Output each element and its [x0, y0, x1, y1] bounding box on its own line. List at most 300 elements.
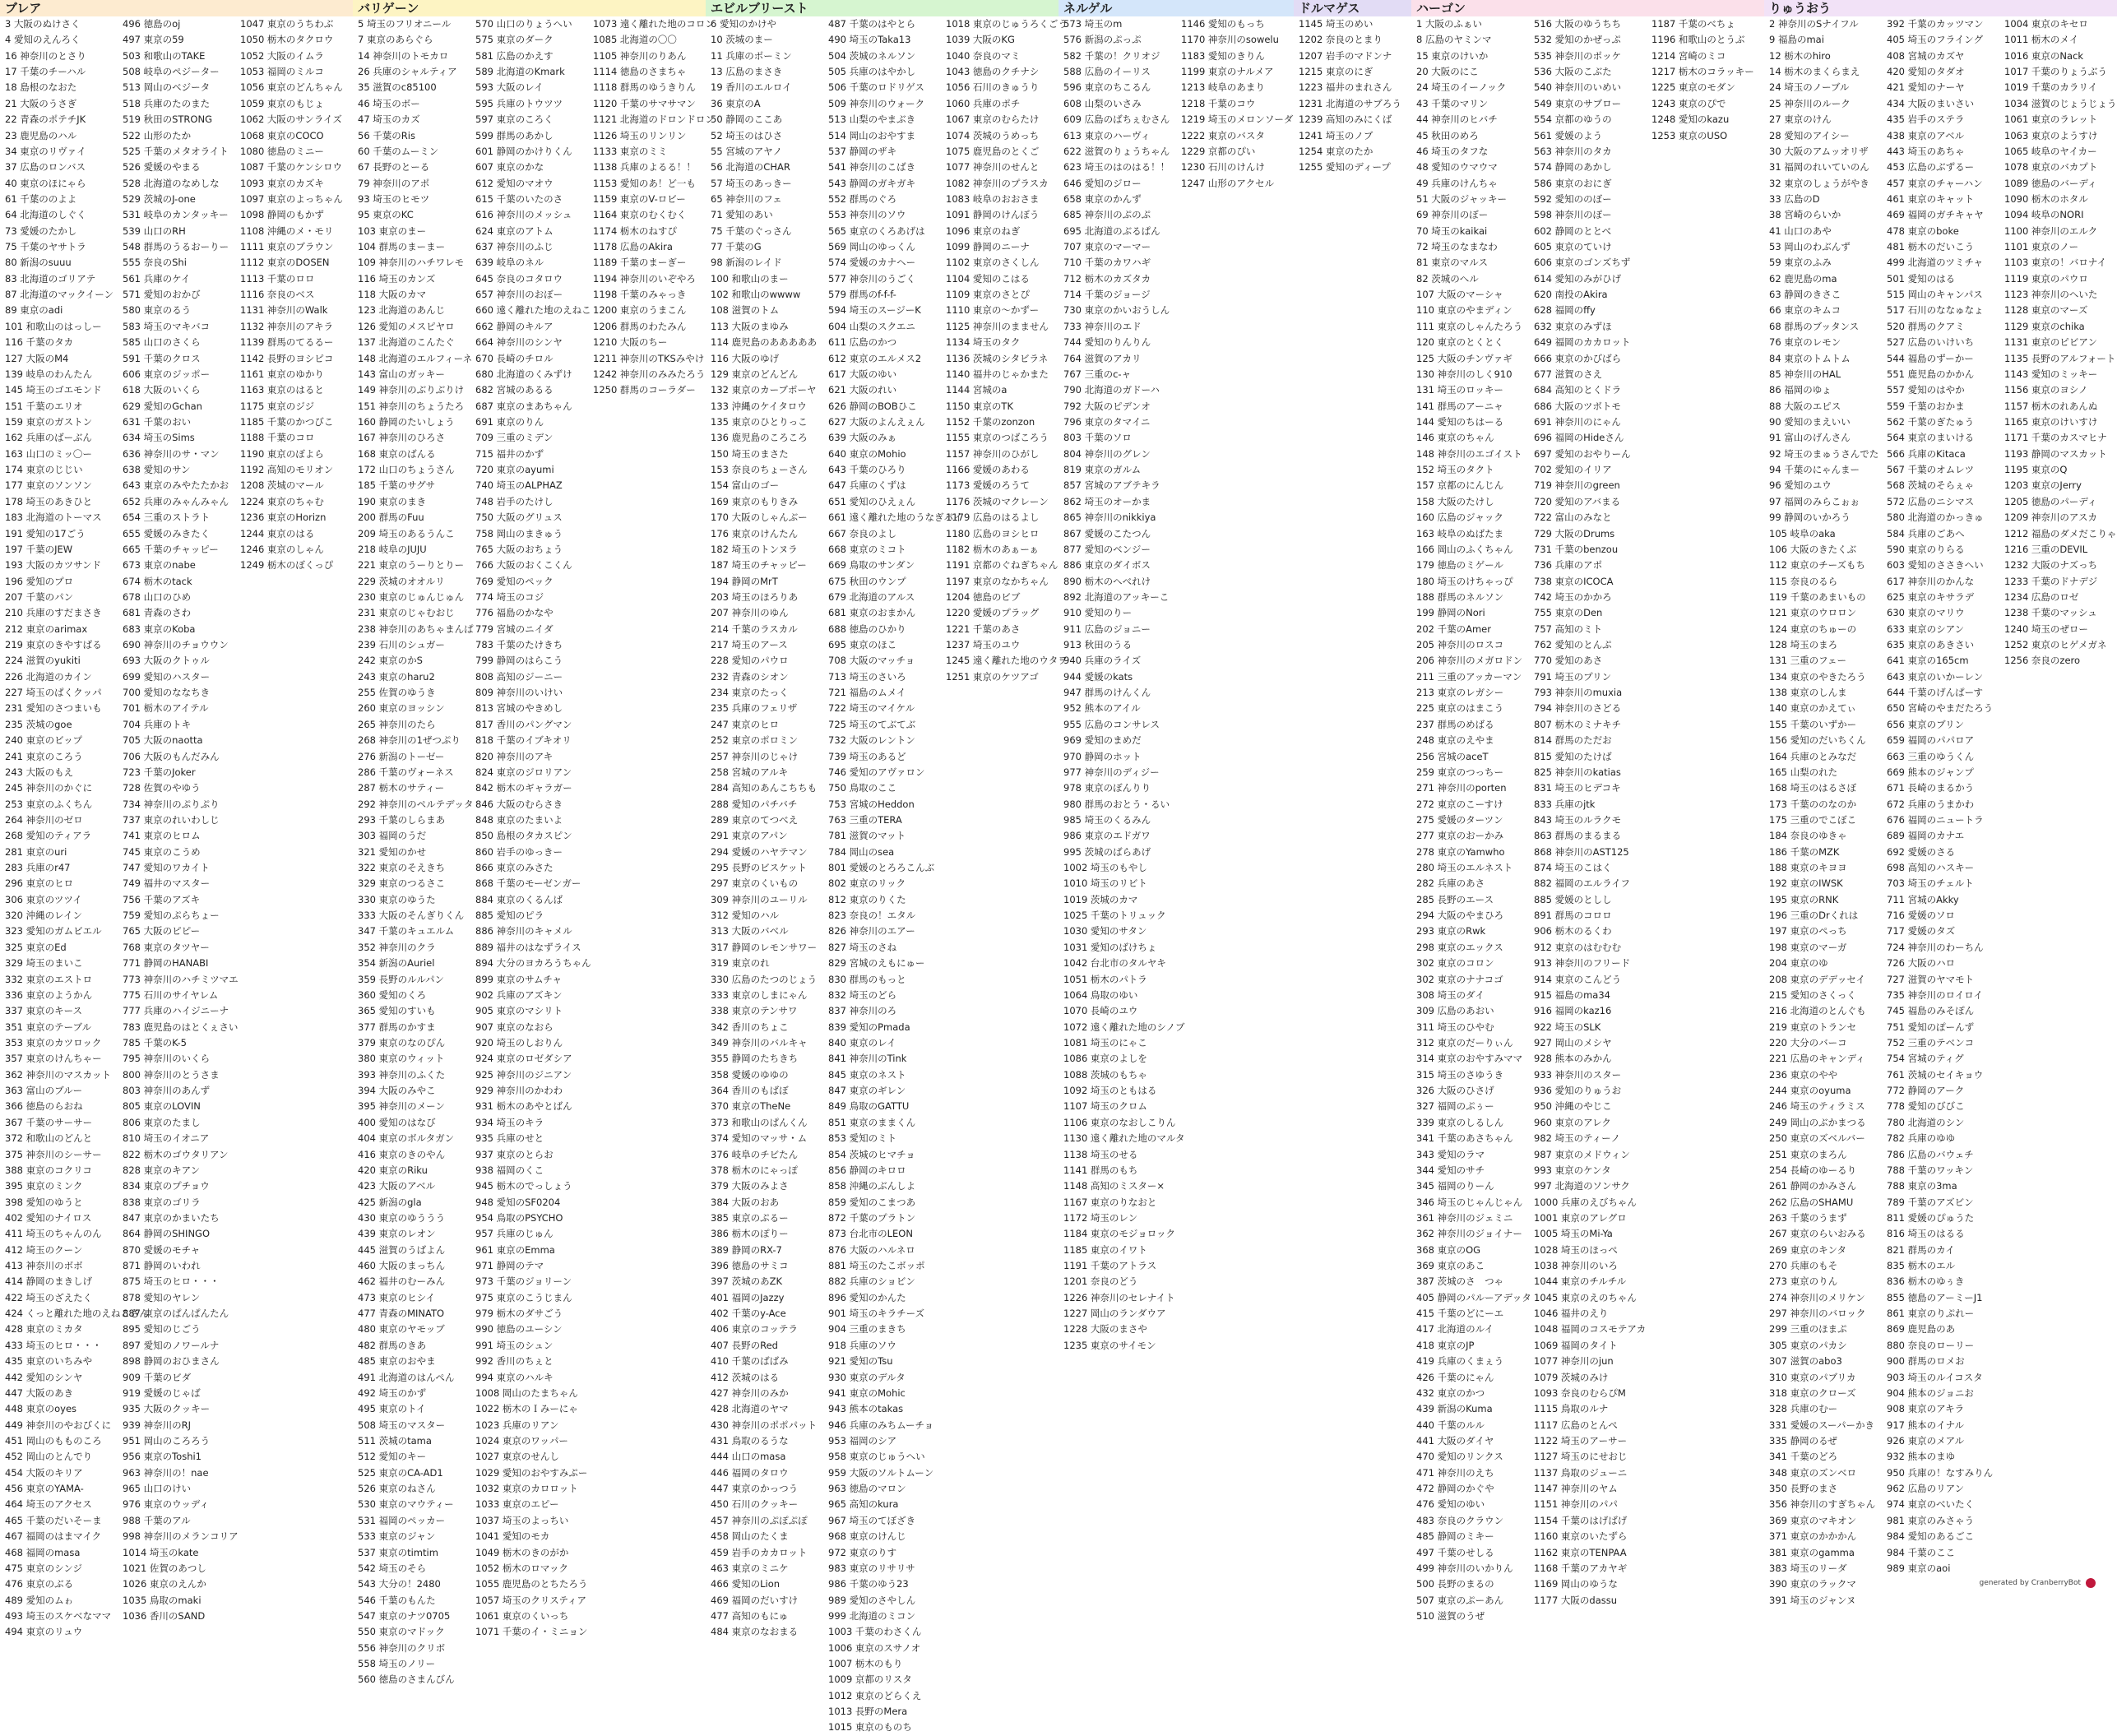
member-entry: 485 静岡のミキー [1416, 1530, 1494, 1543]
member-entry: 881 埼玉のたこボッポ [828, 1260, 925, 1272]
member-entry: 593 大阪のレイ [475, 81, 544, 94]
member-entry: 618 大阪のいくら [123, 384, 201, 396]
member-entry: 1200 東京のうまこん [593, 304, 687, 317]
member-entry: 788 東京の3ma [1887, 1180, 1957, 1192]
member-entry: 294 大阪のやまひろ [1416, 910, 1504, 922]
member-entry: 999 北海道のミコン [828, 1609, 916, 1622]
member-entry: 1150 東京のTK [946, 400, 1013, 412]
member-entry: 944 愛媛のkats [1063, 670, 1133, 683]
member-entry: 531 岐阜のカンタッキー [123, 209, 229, 221]
member-entry: 1205 徳島のパーディ [2004, 495, 2097, 507]
member-entry: 919 愛媛のじゃば [123, 1386, 201, 1399]
member-entry: 258 宮城のアルキ [711, 766, 789, 778]
member-entry: 104 群馬のまーまー [358, 241, 446, 253]
member-entry: 929 神奈川のかわわ [475, 1085, 563, 1097]
member-entry: 733 神奈川のエド [1063, 320, 1142, 332]
member-entry: 826 神奈川のエアー [828, 925, 915, 937]
member-entry: 411 埼玉のちゃんのん [5, 1228, 102, 1240]
member-entry: 1180 広島のヨシヒロ [946, 527, 1040, 539]
member-entry: 504 茨城のネルソン [828, 49, 916, 62]
member-entry: 153 奈良のちょーさん [711, 464, 808, 476]
cranberry-icon [2086, 1578, 2096, 1588]
member-entry: 668 東京のミコト [828, 543, 906, 555]
member-entry: 616 神奈川のメッシュ [475, 209, 572, 221]
member-entry: 1102 東京のさくしん [946, 257, 1040, 269]
member-entry: 1044 東京のチルチル [1534, 1275, 1627, 1288]
member-entry: 1178 広島のAkira [593, 241, 673, 253]
member-entry: 90 愛知のまえいい [1769, 415, 1851, 428]
member-entry: 46 埼玉のボー [358, 97, 420, 109]
member-entry: 312 愛知のハル [711, 910, 780, 922]
member-column [1411, 16, 1529, 1624]
member-entry: 291 東京のアパン [711, 830, 788, 842]
member-entry: 24 埼玉のイーノック [1416, 81, 1507, 94]
member-entry: 1027 東京のせんし [475, 1451, 559, 1463]
member-entry: 886 神奈川のキャメル [475, 925, 572, 937]
member-entry: 978 東京のぼんりり [1063, 782, 1151, 794]
member-entry: 5 埼玉のフリオニール [358, 18, 452, 30]
member-entry: 1160 東京のいたずら [1534, 1530, 1628, 1543]
member-entry: 896 愛知のかんた [828, 1291, 906, 1303]
member-entry: 734 神奈川のぷりぷり [123, 798, 220, 810]
member-entry: 454 大阪のキリア [5, 1466, 83, 1479]
member-entry: 572 広島のニシマス [1887, 495, 1975, 507]
member-entry: 491 北海道のはんぺん [358, 1371, 455, 1383]
member-entry: 435 東京のいちみや [5, 1355, 93, 1368]
member-entry: 955 広島のコンサレス [1063, 718, 1160, 730]
member-entry: 108 滋賀のトム [711, 304, 780, 317]
member-entry: 172 山口のちょうさん [358, 464, 455, 476]
member-entry: 190 東京のまき [358, 495, 427, 507]
member-entry: 838 東京のゴリラ [123, 1196, 201, 1208]
member-entry: 640 東京のMohio [828, 447, 906, 460]
member-entry: 1135 長野のアルフォート [2004, 352, 2116, 364]
member-entry: 592 愛知ののぼー [1534, 192, 1612, 205]
member-entry: 1222 東京のバスタ [1181, 129, 1265, 141]
member-entry: 111 東京のしゃんたろう [1416, 320, 1523, 332]
member-entry: 92 埼玉のまゅうさんでた [1769, 447, 1879, 460]
member-entry: 559 千葉のおかま [1887, 400, 1965, 412]
member-entry: 870 愛媛のモチャ [123, 1243, 201, 1256]
member-entry: 198 東京のマーガ [1769, 941, 1847, 953]
member-entry: 1190 東京のぼよら [240, 447, 324, 460]
member-entry: 420 東京のRiku [358, 1164, 428, 1176]
member-entry: 318 東京のクローズ [1769, 1386, 1856, 1399]
member-entry: 820 神奈川のアキ [475, 750, 554, 762]
member-entry: 845 東京のネスト [828, 1068, 906, 1081]
member-entry: 225 東京のはまこう [1416, 702, 1504, 715]
group-columns [1764, 16, 2117, 1609]
group-columns [0, 16, 353, 1641]
member-entry: 508 岐阜のペジーター [123, 66, 220, 78]
member-entry: 817 香川のパングマン [475, 718, 572, 730]
member-entry: 289 東京のてつべえ [711, 813, 799, 826]
member-entry: 501 愛知のはる [1887, 272, 1956, 285]
member-entry: 370 東京のTheNe [711, 1100, 791, 1113]
member-entry: 781 滋賀のマット [828, 830, 906, 842]
member-entry: 444 山口のmasa [711, 1451, 786, 1463]
member-entry: 345 福岡のりーん [1416, 1180, 1494, 1192]
member-entry: 906 栃木のるくわ [1534, 925, 1612, 937]
member-entry: 775 石川のサイヤレム [123, 988, 219, 1001]
member-entry: 1141 群馬のもち [1063, 1164, 1138, 1176]
member-entry: 405 埼玉のフライング [1887, 34, 1984, 46]
member-entry: 1077 神奈川のjun [1534, 1355, 1614, 1368]
member-entry: 332 東京のエストロ [5, 973, 93, 985]
member-entry: 427 神奈川のみか [711, 1386, 789, 1399]
member-entry: 56 千葉のRis [358, 129, 415, 141]
member-entry: 608 山梨のいさみ [1063, 97, 1142, 109]
member-entry: 850 島根のタカスピン [475, 830, 572, 842]
member-entry: 1082 神奈川のプラスカ [946, 177, 1049, 189]
member-entry: 380 東京のウィット [358, 1053, 445, 1065]
member-entry: 413 神奈川のボボ [5, 1260, 83, 1272]
member-entry: 341 千葉のあさちゃん [1416, 1132, 1513, 1145]
member-entry: 355 静岡のたちきち [711, 1053, 799, 1065]
member-entry: 299 三重のほまぷ [1769, 1323, 1847, 1336]
member-entry: 1193 静岡のマスカット [2004, 447, 2107, 460]
member-entry: 1093 奈良のむらぴM [1534, 1386, 1626, 1399]
member-entry: 665 千葉のチャッピー [123, 543, 219, 555]
member-entry: 492 埼玉のかず [358, 1386, 427, 1399]
member-entry: 686 大阪のツボトモ [1534, 400, 1621, 412]
member-entry: 535 神奈川のポッケ [1534, 49, 1622, 62]
member-entry: 40 東京のほにゃら [5, 177, 86, 189]
member-entry: 735 神奈川のロイロイ [1887, 988, 1983, 1001]
member-entry: 932 熊本のまゆ [1887, 1451, 1956, 1463]
member-entry: 791 埼玉のプリン [1534, 670, 1612, 683]
member-entry: 297 神奈川のバロック [1769, 1308, 1866, 1320]
member-entry: 1052 栃木のロマック [475, 1562, 568, 1574]
member-entry: 398 愛知のゆうと [5, 1196, 83, 1208]
member-entry: 740 埼玉のALPHAZ [475, 479, 563, 492]
member-entry: 1212 福島のダメだこりゃ [2004, 527, 2117, 539]
member-entry: 728 佐賀のやゆう [123, 782, 201, 794]
member-entry: 499 神奈川のいかりん [1416, 1562, 1513, 1574]
member-entry: 890 栃木のへべれけ [1063, 575, 1151, 587]
member-entry: 107 大阪のマーシャ [1416, 289, 1503, 301]
member-entry: 344 愛知のサチ [1416, 1164, 1485, 1176]
member-entry: 421 愛知のナーヤ [1887, 81, 1965, 94]
member-entry: 542 埼玉のそら [358, 1562, 427, 1574]
member-entry: 671 長崎のまるかう [1887, 782, 1975, 794]
member-entry: 1221 千葉のあさ [946, 623, 1021, 635]
member-entry: 925 神奈川のジニアン [475, 1068, 572, 1081]
member-entry: 217 埼玉のアース [711, 639, 788, 651]
member-entry: 369 東京のマキオン [1769, 1514, 1857, 1526]
member-entry: 654 三重のストラト [123, 512, 211, 524]
member-entry: 1239 高知のみにくば [1299, 113, 1392, 126]
member-entry: 259 東京のつっちー [1416, 766, 1503, 778]
member-entry: 911 広島のジョニー [1063, 623, 1151, 635]
member-entry: 670 長崎のチロル [475, 352, 554, 364]
member-entry: 1174 栃木のねすぴ [593, 225, 677, 237]
member-entry: 840 東京のレイ [828, 1037, 896, 1049]
member-entry: 216 北海道のとんぐも [1769, 1005, 1866, 1017]
member-entry: 284 高知のあんこちちも [711, 782, 818, 794]
member-entry: 679 北海道のアルス [828, 590, 915, 603]
member-entry: 265 神奈川のたら [358, 718, 436, 730]
group-columns [353, 16, 715, 1688]
member-entry: 131 三重のフェー [1769, 655, 1847, 667]
member-entry: 928 熊本のみかん [1534, 1053, 1612, 1065]
member-column [1882, 16, 1999, 1609]
member-entry: 389 静岡のRX-7 [711, 1243, 782, 1256]
group-4 [1294, 0, 1411, 1579]
member-entry: 746 愛知のアヴァロン [828, 766, 925, 778]
member-entry: 383 埼玉のリーダ [1769, 1562, 1847, 1574]
member-entry: 303 福岡のうだ [358, 830, 427, 842]
member-entry: 213 東京のレガシー [1416, 687, 1504, 699]
member-entry: 639 岐阜のネル [475, 257, 544, 269]
member-entry: 150 埼玉のまさた [711, 447, 789, 460]
member-entry: 343 愛知のラマ [1416, 1148, 1485, 1160]
member-entry: 696 福岡のHideさん [1534, 432, 1624, 444]
member-entry: 611 広島のかつ [828, 336, 897, 349]
group-columns [706, 16, 1068, 1736]
member-entry: 396 徳島のサミコ [711, 1260, 789, 1272]
member-entry: 81 東京のマルス [1416, 257, 1488, 269]
member-entry: 688 徳島のひかり [828, 623, 906, 635]
member-entry: 530 東京のマウティー [358, 1498, 454, 1511]
member-entry: 1067 東京のむらたけ [946, 113, 1040, 126]
member-entry: 1185 東京のイワト [1063, 1243, 1147, 1256]
member-entry: 260 東京のヨッシン [358, 702, 445, 715]
member-entry: 397 茨城のあZK [711, 1275, 783, 1288]
member-entry: 1148 高知のミスター× [1063, 1180, 1165, 1192]
member-entry: 255 佐賀のゆうき [358, 687, 436, 699]
member-entry: 1184 東京のモジョロック [1063, 1228, 1175, 1240]
member-entry: 962 広島のリアン [1887, 1483, 1965, 1495]
member-entry: 792 大阪のピデンオ [1063, 400, 1151, 412]
member-entry: 64 北海道のしぐく [5, 209, 86, 221]
member-entry: 750 大阪のグリュス [475, 512, 563, 524]
member-entry: 1069 福岡のタイト [1534, 1339, 1618, 1351]
member-entry: 342 香川のちょこ [711, 1021, 789, 1033]
member-entry: 543 静岡のガキガキ [828, 177, 916, 189]
member-entry: 186 千葉のMZK [1769, 845, 1840, 858]
member-entry: 984 千葉のここ [1887, 1546, 1956, 1558]
member-entry: 1074 茨城のうめっち [946, 129, 1040, 141]
member-entry: 765 大阪のおちょう [475, 543, 563, 555]
member-entry: 1108 沖縄のメ・モリ [240, 225, 334, 237]
member-entry: 721 福島のムメイ [828, 687, 906, 699]
member-entry: 693 大阪のクトゥル [123, 655, 210, 667]
member-entry: 584 兵庫のごあへ [1887, 527, 1965, 539]
member-entry: 20 大阪のにこ [1416, 66, 1479, 78]
member-entry: 35 滋賀のc85100 [358, 81, 437, 94]
member-entry: 553 神奈川のソウ [828, 209, 906, 221]
member-entry: 353 東京のカツロック [5, 1037, 102, 1049]
member-column [1999, 16, 2117, 1609]
member-entry: 946 兵庫のみちムーチョ [828, 1419, 934, 1431]
member-entry: 1156 東京のヨシノ [2004, 384, 2088, 396]
member-entry: 1152 千葉のzonzon [946, 415, 1035, 428]
member-entry: 757 高知のミト [1534, 623, 1603, 635]
member-entry: 892 北海道のアッキーこ [1063, 590, 1170, 603]
member-entry: 36 東京のA [711, 97, 761, 109]
member-entry: 130 神奈川のしく910 [1416, 368, 1512, 380]
member-entry: 562 千葉のぎたゅう [1887, 415, 1975, 428]
member-entry: 1192 高知のモリオン [240, 464, 334, 476]
member-entry: 442 愛知のシンヤ [5, 1371, 83, 1383]
member-entry: 960 東京のアレク [1534, 1116, 1611, 1128]
member-entry: 821 群馬のカイ [1887, 1243, 1955, 1256]
member-entry: 825 神奈川のkatias [1534, 766, 1621, 778]
member-entry: 1117 広島のとんぺ [1534, 1419, 1618, 1431]
member-entry: 1047 東京のうちわぶ [240, 18, 334, 30]
member-entry: 1154 千葉のはげばげ [1534, 1514, 1628, 1526]
member-entry: 833 兵庫のjtk [1534, 798, 1596, 810]
group-0 [0, 0, 353, 1638]
member-column [1058, 16, 1185, 1354]
member-entry: 873 台北市のLEON [828, 1228, 913, 1240]
member-entry: 634 埼玉のSims [123, 432, 195, 444]
member-entry: 897 愛知のノワールナ [123, 1339, 220, 1351]
member-entry: 645 奈良のコタロウ [475, 272, 563, 285]
member-entry: 1008 岡山のたまちゃん [475, 1386, 578, 1399]
member-entry: 510 滋賀のうぜ [1416, 1609, 1485, 1622]
member-entry: 495 東京のトイ [358, 1403, 426, 1415]
member-entry: 828 東京のキアン [123, 1164, 201, 1176]
member-entry: 1100 神奈川のエルク [2004, 225, 2098, 237]
member-entry: 294 愛媛のハヤテマン [711, 845, 808, 858]
member-entry: 1138 兵庫のよるる！！ [593, 161, 696, 174]
member-entry: 856 静岡のキロロ [828, 1164, 906, 1176]
member-entry: 490 埼玉のTaka13 [828, 34, 911, 46]
member-entry: 837 神奈川のろ [828, 1005, 897, 1017]
member-entry: 152 埼玉のタクト [1416, 464, 1494, 476]
member-entry: 656 東京のブリン [1887, 718, 1965, 730]
member-entry: 116 大阪のゆげ [711, 352, 780, 364]
member-entry: 767 三重のc-ャ [1063, 368, 1132, 380]
member-entry: 85 神奈川のHAL [1769, 368, 1841, 380]
member-entry: 379 大阪のみよさ [711, 1180, 789, 1192]
member-entry: 144 愛知のちはーる [1416, 415, 1504, 428]
member-entry: 425 新潟のgla [358, 1196, 422, 1208]
member-entry: 365 愛知のすいも [358, 1005, 436, 1017]
member-entry: 149 神奈川のぶりぶりけ [358, 384, 465, 396]
member-entry: 450 石川のクッキー [711, 1498, 799, 1511]
member-entry: 682 宮城のあるる [475, 384, 554, 396]
member-entry: 297 東京のくいもの [711, 877, 799, 890]
member-entry: 94 千葉のにゃんまー [1769, 464, 1860, 476]
member-entry: 480 東京のヤモッブ [358, 1323, 445, 1336]
member-entry: 862 埼玉のオーかま [1063, 495, 1151, 507]
member-entry: 660 遠く離れた地のえねこ [475, 304, 591, 317]
member-entry: 221 東京のうーりとりー [358, 559, 465, 572]
member-entry: 711 宮城のAkky [1887, 893, 1959, 905]
member-entry: 478 東京のboke [1887, 225, 1959, 237]
member-entry: 404 東京のボルタガン [358, 1132, 455, 1145]
member-entry: 41 山口のあや [1769, 225, 1832, 237]
member-entry: 655 愛媛のみきたく [123, 527, 211, 539]
member-entry: 1061 東京のラレット [2004, 113, 2098, 126]
member-entry: 208 東京のデデッセイ [1769, 973, 1866, 985]
member-entry: 867 愛媛のこたつん [1063, 527, 1151, 539]
member-entry: 366 徳島のらおね [5, 1100, 83, 1113]
member-entry: 12 栃木のhiro [1769, 49, 1831, 62]
member-entry: 709 三重のミデン [475, 432, 554, 444]
member-entry: 706 大阪のもんだみん [123, 750, 220, 762]
member-entry: 950 兵庫の！なすみりん [1887, 1466, 1994, 1479]
member-entry: 1237 埼玉のユウ [946, 639, 1021, 651]
member-entry: 848 東京のたまいよ [475, 813, 563, 826]
group-columns [1411, 16, 1764, 1624]
member-entry: 371 東京のかかかん [1769, 1530, 1857, 1543]
member-entry: 197 千葉のJEW [5, 543, 73, 555]
member-entry: 614 愛知のみがひげ [1534, 272, 1622, 285]
member-entry: 37 広島のロンバス [5, 161, 86, 174]
member-entry: 391 埼玉のジャンヌ [1769, 1594, 1856, 1606]
member-entry: 1049 栃木のきのがか [475, 1546, 569, 1558]
member-entry: 163 岐阜のぬばたま [1416, 527, 1504, 539]
member-entry: 34 東京のリヴァイ [5, 145, 86, 157]
member-entry: 126 愛知のメスピヤロ [358, 320, 455, 332]
member-entry: 525 千葉のメタオライト [123, 145, 229, 157]
member-entry: 918 兵庫のソウ [828, 1339, 896, 1351]
member-entry: 1203 東京のJerry [2004, 479, 2082, 492]
member-entry: 1086 東京のよしを [1063, 1053, 1147, 1065]
member-entry: 384 大阪のおあ [711, 1196, 780, 1208]
member-entry: 374 愛知のマッサ・ム [711, 1132, 808, 1145]
member-entry: 162 兵庫のばーぶん [5, 432, 92, 444]
member-entry: 858 沖縄のぶんしよ [828, 1180, 916, 1192]
member-entry: 168 埼玉のはるさぼ [1769, 782, 1857, 794]
member-entry: 750 鳥取のここ [828, 782, 897, 794]
member-entry: 901 埼玉のキラチーズ [828, 1308, 925, 1320]
member-entry: 1159 東京のV-ロビー [593, 192, 686, 205]
member-entry: 771 静岡のHANABI [123, 957, 209, 970]
member-entry: 1068 東京のCOCO [240, 129, 324, 141]
member-entry: 151 神奈川のちょうたろ [358, 400, 465, 412]
member-entry: 311 埼玉のひやむ [1416, 1021, 1494, 1033]
member-entry: 412 茨城のはる [711, 1371, 780, 1383]
member-entry: 286 千葉のヴォーネス [358, 766, 454, 778]
member-entry: 609 広島のばちぇむさん [1063, 113, 1170, 126]
member-entry: 155 千葉のいずかー [1769, 718, 1857, 730]
member-entry: 934 埼玉のキラ [475, 1116, 544, 1128]
member-entry: 1064 鳥取のゆい [1063, 988, 1138, 1001]
member-entry: 173 千葉ののなのか [1769, 798, 1857, 810]
member-entry: 110 東京のやまディン [1416, 304, 1512, 317]
member-entry: 378 栃木のにゃっぽ [711, 1164, 798, 1176]
member-entry: 178 埼玉のあきひと [5, 495, 93, 507]
member-entry: 1091 静岡のけんぼう [946, 209, 1040, 221]
member-entry: 577 神奈川のうごく [828, 272, 916, 285]
member-entry: 1010 埼玉のリビト [1063, 877, 1147, 890]
member-entry: 124 東京のちゅーの [1769, 623, 1857, 635]
member-entry: 741 東京のヒロム [123, 830, 201, 842]
member-entry: 298 東京のエックス [1416, 941, 1503, 953]
member-entry: 1122 埼玉のアーサー [1534, 1434, 1628, 1447]
group-header: ネルゲル [1058, 0, 1294, 16]
member-entry: 759 愛知のぷらちょー [123, 910, 220, 922]
member-entry: 25 神奈川のルーク [1769, 97, 1851, 109]
member-entry: 449 神奈川のやおびくに [5, 1419, 112, 1431]
member-entry: 268 神奈川の1ぜつぷり [358, 734, 461, 747]
member-entry: 954 鳥取のPSYCHO [475, 1211, 563, 1224]
member-column [353, 16, 474, 1688]
member-entry: 810 埼玉のイオニア [123, 1132, 210, 1145]
member-entry: 1166 愛媛のあわる [946, 464, 1030, 476]
member-entry: 536 大阪のこぶた [1534, 66, 1612, 78]
member-entry: 220 大分のバーコ [1769, 1037, 1847, 1049]
member-entry: 807 栃木のミナキチ [1534, 718, 1622, 730]
member-entry: 179 徳島のミゲール [1416, 559, 1503, 572]
member-entry: 1196 和歌山のとうぶ [1651, 34, 1745, 46]
member-entry: 551 鹿児島のかかん [1887, 368, 1975, 380]
